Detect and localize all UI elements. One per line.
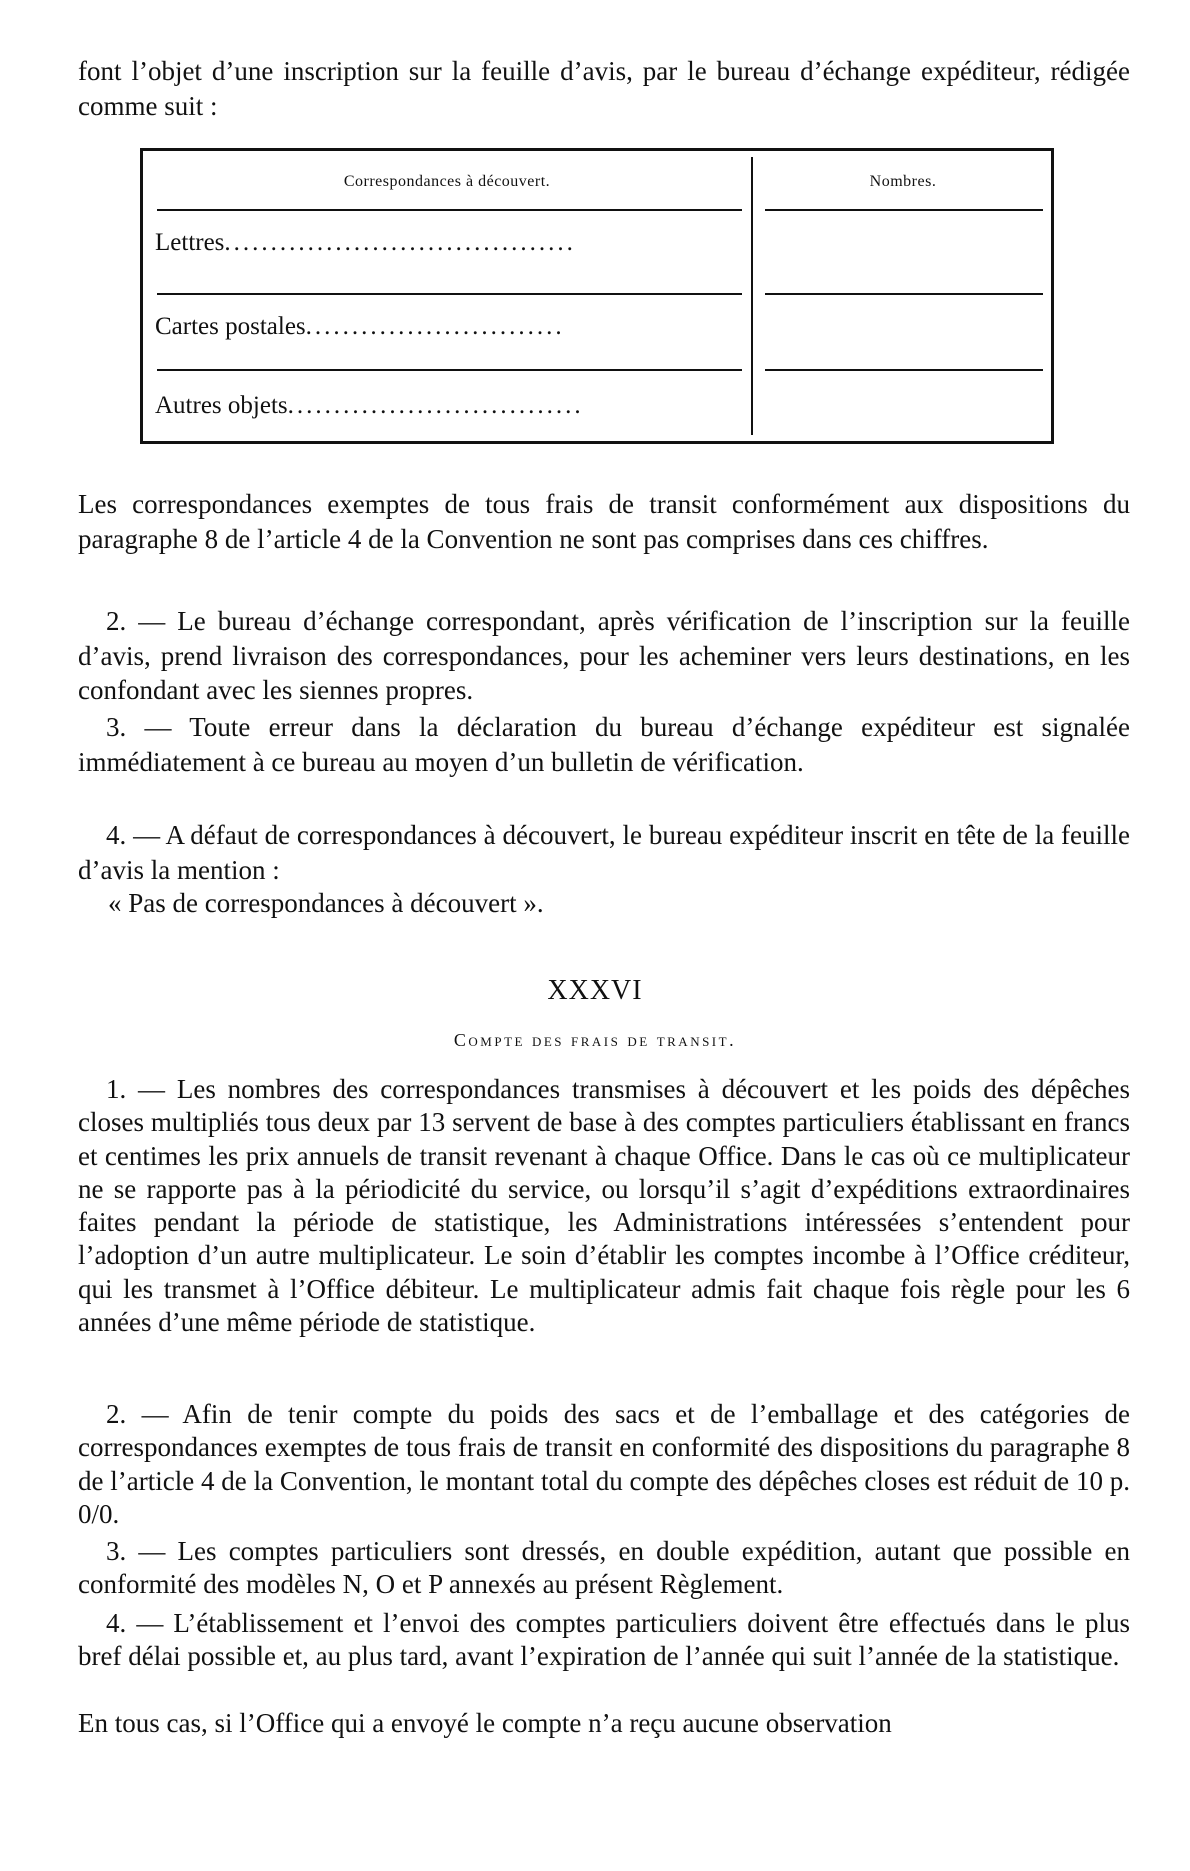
intro-paragraph: font l’objet d’une inscription sur la feuille d’avis, par le bureau d’échange expéditeur, rédigée comme suit :	[78, 56, 1130, 121]
exemption-note: Les correspondances exemptes de tous frais de transit conformément aux dispositions du paragraphe 8 de l’article 4 de la Convention ne sont pas comprises dans ces chiffres.	[78, 489, 1130, 554]
table-row-cartes-postales	[155, 313, 740, 341]
row-label: Autres objets	[155, 392, 288, 419]
table-row-rule-left	[157, 293, 742, 295]
table-cell-lettres-nombre	[759, 229, 1049, 259]
leader-dots: ................................	[287, 392, 584, 419]
section-paragraph-3: 3. — Les comptes particuliers sont dressés, en double expédition, autant que possible en conformité des modèles N, O et P annexés au présent Règlement.	[78, 1536, 1130, 1600]
table-header-rule-left	[157, 209, 742, 211]
leader-dots: ............................	[305, 313, 565, 340]
table-header-rule-right	[765, 209, 1043, 211]
paragraph-4: 4. — A défaut de correspondances à découvert, le bureau expéditeur inscrit en tête de la feuille d’avis la mention :	[78, 820, 1130, 885]
leader-dots: ......................................	[224, 229, 576, 256]
table-cell-autres-nombre	[759, 392, 1049, 422]
table-row-autres-objets	[155, 392, 740, 420]
row-label: Lettres	[155, 229, 225, 256]
table-row-rule-right	[765, 369, 1043, 371]
table-header-correspondances: Correspondances à découvert.	[343, 173, 551, 190]
paragraph-3: 3. — Toute erreur dans la déclaration du bureau d’échange expéditeur est signalée immédiatement à ce bureau au moyen d’un bulletin de vérification.	[78, 712, 1130, 777]
paragraph-4-quote: « Pas de correspondances à découvert ».	[108, 888, 544, 918]
section-paragraph-1: 1. — Les nombres des correspondances transmises à découvert et les poids des dépêches closes multipliés tous deux par 13 servent de base à des comptes particuliers établissant en francs et centimes les prix annuels de transit revenant à chaque Office. Dans le cas où ce multiplicateur ne se rapporte pas à la périodicité du service, ou lorsqu’il s’agit d’expéditions extraordinaires faites pendant la période de statistique, les Administrations intéressées s’entendent pour l’adoption d’un autre multiplicateur. Le soin d’établir les comptes incombe à l’Office créditeur, qui les transmet à l’Office débiteur. Le multiplicateur admis fait chaque fois règle pour les 6 années d’une même période de statistique.	[78, 1074, 1130, 1338]
section-paragraph-5: En tous cas, si l’Office qui a envoyé le compte n’a reçu aucune observation	[78, 1708, 892, 1738]
table-cell-cartes-nombre	[759, 313, 1049, 343]
section-number: XXXVI	[547, 975, 643, 1006]
table-row-rule-right	[765, 293, 1043, 295]
table-column-divider	[751, 157, 753, 435]
section-title: Compte des frais de transit.	[453, 1030, 737, 1050]
table-header-nombres: Nombres.	[869, 173, 937, 190]
table-row-lettres	[155, 229, 740, 257]
paragraph-2: 2. — Le bureau d’échange correspondant, après vérification de l’inscription sur la feuille d’avis, prend livraison des correspondances, pour les acheminer vers leurs destinations, en les confondant avec les siennes propres.	[78, 606, 1130, 705]
dispatch-table	[140, 148, 1054, 444]
section-paragraph-4: 4. — L’établissement et l’envoi des comptes particuliers doivent être effectués dans le plus bref délai possible et, au plus tard, avant l’expiration de l’année qui suit l’année de la statistique.	[78, 1608, 1130, 1672]
table-row-rule-left	[157, 369, 742, 371]
row-label: Cartes postales	[155, 313, 306, 340]
section-paragraph-2: 2. — Afin de tenir compte du poids des sacs et de l’emballage et des catégories de correspondances exemptes de tous frais de transit en conformité des dispositions du paragraphe 8 de l’article 4 de la Convention, le montant total du compte des dépêches closes est réduit de 10 p. 0/0.	[78, 1399, 1130, 1529]
